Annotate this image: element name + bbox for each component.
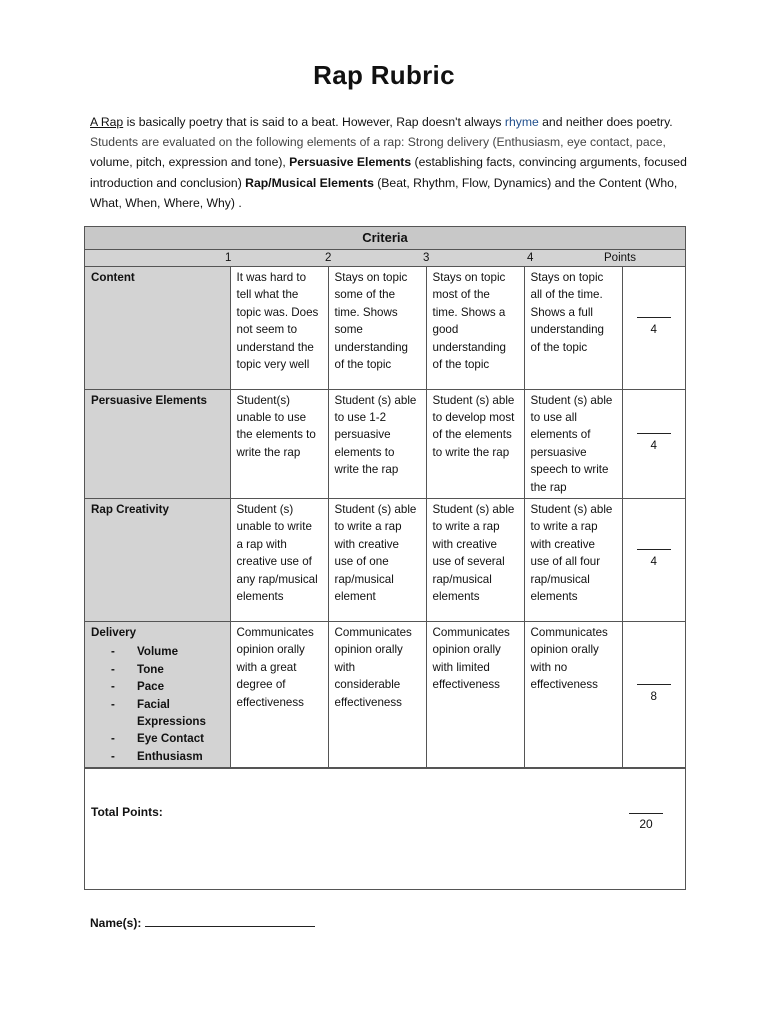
table-cell: Stays on topic some of the time. Shows some understanding of the topic — [328, 267, 426, 389]
page-title: Rap Rubric — [313, 60, 455, 90]
rubric-body — [85, 267, 685, 768]
table-row — [85, 621, 685, 767]
table-cell: Student (s) able to use all elements of persuasive speech to write the rap — [524, 389, 622, 498]
intro-text-1: is basically poetry that is said to a beat. However, Rap doesn't always — [123, 115, 505, 129]
total-label: Total Points: — [91, 805, 163, 820]
name-blank-line — [145, 914, 315, 927]
criteria-header: Criteria — [85, 227, 685, 250]
points-value: 8 — [637, 684, 671, 705]
table-cell: Stays on topic most of the time. Shows a good understanding of the topic — [426, 267, 524, 389]
points-value: 4 — [637, 549, 671, 570]
table-cell: Student (s) able to write a rap with creative use of one rap/musical element — [328, 498, 426, 621]
table-cell: Student (s) able to write a rap with creative use of several rap/musical elements — [426, 498, 524, 621]
intro-musical-term: Rap/Musical Elements — [245, 175, 374, 190]
table-cell: Communicates opinion orally with limited effectiveness — [426, 621, 524, 767]
points-value: 4 — [637, 317, 671, 338]
row-label-delivery — [85, 621, 230, 767]
column-4-label: 4 — [527, 252, 534, 264]
row-label: Content — [85, 267, 230, 389]
name-field — [90, 914, 315, 930]
table-cell: Student (s) able to write a rap with creative use of all four rap/musical elements — [524, 498, 622, 621]
table-cell: Student (s) able to develop most of the elements to write the rap — [426, 389, 524, 498]
table-cell: Student (s) unable to write a rap with creative use of any rap/musical elements — [230, 498, 328, 621]
table-cell: It was hard to tell what the topic was. Does not seem to understand the topic very well — [230, 267, 328, 389]
delivery-subitems — [91, 643, 224, 765]
table-cell: Communicates opinion orally with a great degree of effectiveness — [230, 621, 328, 767]
intro-rhyme-term: rhyme — [504, 115, 539, 129]
intro-persuasive-term: Persuasive Elements — [289, 155, 412, 170]
table-cell: Stays on topic all of the time. Shows a full understanding of the topic — [524, 267, 622, 389]
list-item: - Pace — [91, 678, 224, 695]
points-cell — [622, 267, 685, 389]
row-label: Rap Creativity — [85, 498, 230, 621]
column-2-label: 2 — [325, 252, 332, 264]
column-1-label: 1 — [225, 252, 232, 264]
points-cell — [622, 621, 685, 767]
intro-text-8: (Who, What, When, Where, Why) . — [90, 175, 678, 210]
intro-text-2: and neither does poetry. — [538, 115, 673, 129]
intro-text-6: (establishing facts, convincing arguments, focused introduction and conclusion) — [90, 155, 687, 190]
column-points-label: Points — [604, 252, 636, 264]
intro-text-5: volume, pitch, expression and tone), — [90, 155, 290, 170]
intro-rap-term: A Rap — [90, 115, 124, 129]
intro-text-3: Students are evaluated on the following elements of a rap: Strong delivery — [90, 135, 493, 150]
table-cell: Student(s) unable to use the elements to write the rap — [230, 389, 328, 498]
row-label: Delivery — [91, 625, 137, 639]
list-item: - Volume — [91, 643, 224, 660]
column-3-label: 3 — [423, 252, 430, 264]
total-row — [85, 768, 685, 889]
intro-text-4: (Enthusiasm, eye contact, pace, — [492, 135, 666, 150]
name-label: Name(s): — [90, 916, 142, 930]
table-row — [85, 267, 685, 389]
row-label: Persuasive Elements — [85, 389, 230, 498]
table-row — [85, 389, 685, 498]
table-row — [85, 498, 685, 621]
list-item: - Enthusiasm — [91, 748, 224, 765]
total-points-value: 20 — [629, 813, 663, 831]
points-value: 4 — [637, 433, 671, 454]
intro-paragraph — [90, 112, 690, 213]
list-item: - Eye Contact — [91, 730, 224, 747]
table-cell: Communicates opinion orally with no effectiveness — [524, 621, 622, 767]
list-item: - Facial Expressions — [91, 696, 224, 731]
points-cell — [622, 498, 685, 621]
list-item: - Tone — [91, 661, 224, 678]
points-cell — [622, 389, 685, 498]
rubric-table — [84, 226, 686, 890]
table-cell: Student (s) able to use 1-2 persuasive elements to write the rap — [328, 389, 426, 498]
intro-text-7: (Beat, Rhythm, Flow, Dynamics) and the Content — [373, 175, 645, 190]
table-cell: Communicates opinion orally with considerable effectiveness — [328, 621, 426, 767]
score-column-header — [85, 250, 685, 267]
